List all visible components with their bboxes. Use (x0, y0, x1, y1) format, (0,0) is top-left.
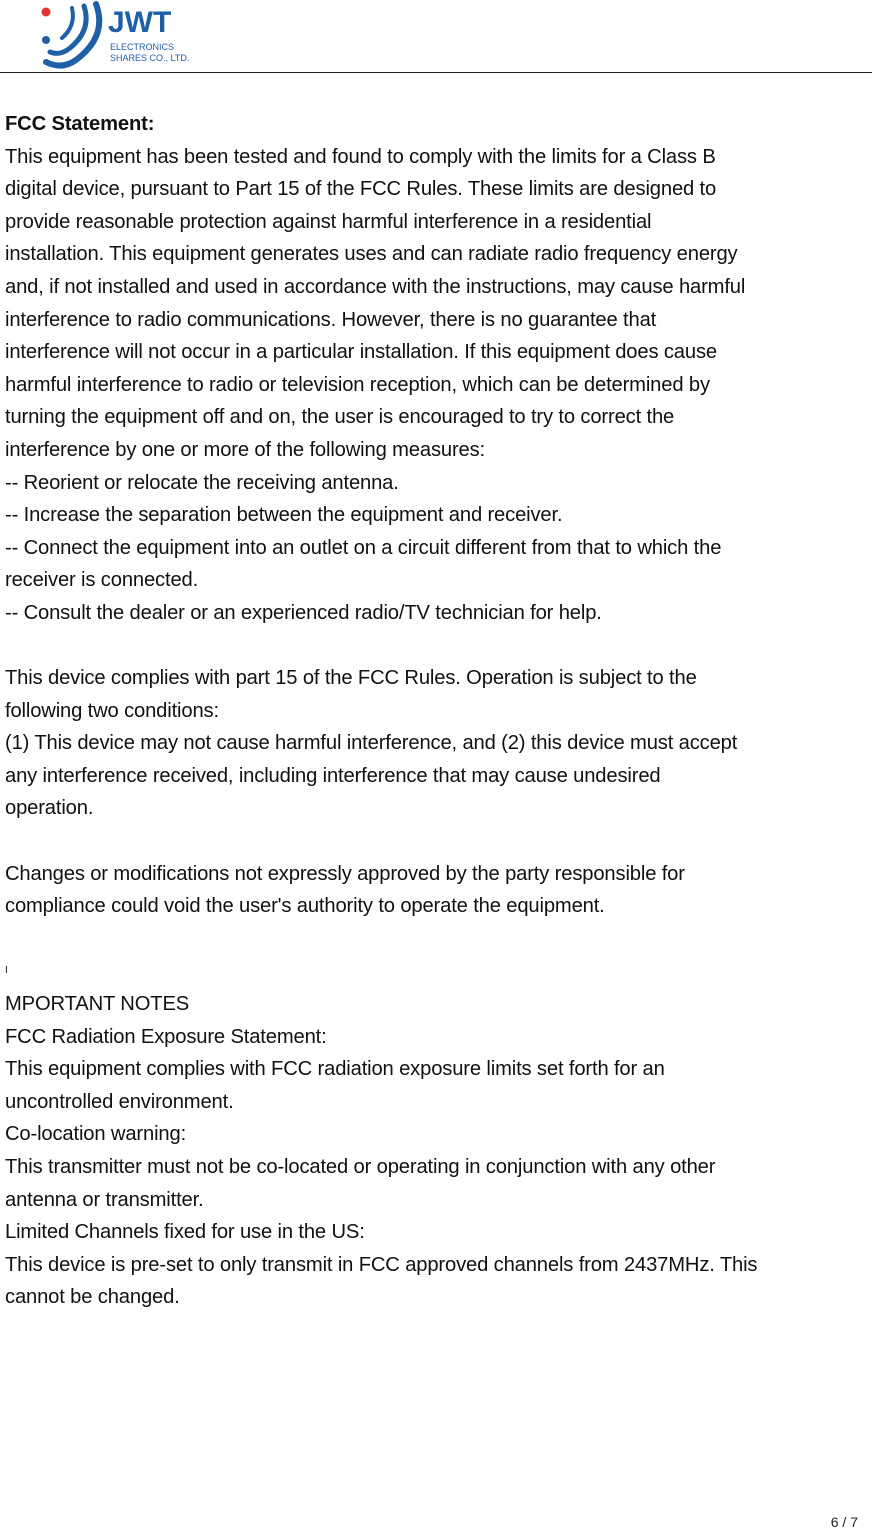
text-line: This device complies with part 15 of the FCC Rules. Operation is subject to the (5, 667, 697, 690)
measure-item: -- Connect the equipment into an outlet on a circuit different from that to which the (5, 536, 722, 559)
fcc-paragraph-2 (5, 662, 867, 825)
text-line: FCC Radiation Exposure Statement: (5, 1025, 327, 1048)
text-line: installation. This equipment generates uses and can radiate radio frequency energy (5, 243, 738, 266)
text-line: operation. (5, 797, 94, 820)
text-line: interference will not occur in a particular installation. If this equipment does cause (5, 341, 717, 364)
text-line: This transmitter must not be co-located or operating in conjunction with any other (5, 1156, 716, 1178)
text-line: harmful interference to radio or television reception, which can be determined by (5, 373, 710, 396)
stray-mark: I (5, 965, 8, 977)
text-line: Limited Channels fixed for use in the US: (5, 1221, 365, 1244)
text-line: turning the equipment off and on, the user is encouraged to try to correct the (5, 406, 675, 429)
logo-subtext-1: ELECTRONICS (110, 42, 175, 52)
paragraph-gap (5, 825, 867, 858)
text-line: compliance could void the user's authority to operate the equipment. (5, 895, 605, 918)
page-number: 6 / 7 (830, 1514, 858, 1530)
logo-text: JWT (108, 6, 172, 39)
measure-item: -- Consult the dealer or an experienced radio/TV technician for help. (5, 601, 602, 624)
text-line: interference by one or more of the following measures: (5, 438, 486, 461)
text-line: and, if not installed and used in accordance with the instructions, may cause harmful (5, 275, 746, 298)
text-line: Co-location warning: (5, 1123, 187, 1146)
text-line: (1) This device may not cause harmful interference, and (2) this device must accept (5, 732, 738, 755)
important-notes-section (5, 988, 867, 1314)
text-line: This equipment has been tested and found to comply with the limits for a Class B (5, 145, 716, 168)
text-line: cannot be changed. (5, 1286, 180, 1309)
important-notes-heading: MPORTANT NOTES (5, 993, 190, 1016)
fcc-paragraph-3 (5, 858, 867, 923)
logo-blue-dot (42, 36, 50, 44)
text-line: interference to radio communications. However, there is no guarantee that (5, 308, 657, 331)
paragraph-gap (5, 630, 867, 663)
text-line: antenna or transmitter. (5, 1188, 204, 1211)
measure-item: -- Reorient or relocate the receiving antenna. (5, 471, 399, 494)
text-line: uncontrolled environment. (5, 1090, 234, 1113)
fcc-statement-title: FCC Statement: (5, 113, 155, 135)
text-line: Changes or modifications not expressly approved by the party responsible for (5, 862, 685, 885)
text-line: receiver is connected. (5, 569, 199, 592)
fcc-paragraph-1 (5, 141, 867, 630)
text-line: provide reasonable protection against harmful interference in a residential (5, 210, 652, 233)
fcc-statement-body (5, 108, 867, 1314)
text-line: following two conditions: (5, 699, 219, 722)
text-line: This device is pre-set to only transmit in FCC approved channels from 2437MHz. This (5, 1253, 758, 1276)
logo-subtext-2: SHARES CO., LTD. (110, 53, 190, 63)
text-line: This equipment complies with FCC radiation exposure limits set forth for an (5, 1058, 665, 1081)
text-line: any interference received, including interference that may cause undesired (5, 764, 661, 787)
text-line: digital device, pursuant to Part 15 of the FCC Rules. These limits are designed to (5, 178, 717, 201)
page-header (0, 0, 872, 73)
measure-item: -- Increase the separation between the equipment and receiver. (5, 504, 563, 527)
company-logo (36, 0, 206, 70)
logo-arc-inner (62, 8, 73, 38)
paragraph-gap (5, 923, 867, 956)
logo-red-dot (42, 8, 51, 17)
